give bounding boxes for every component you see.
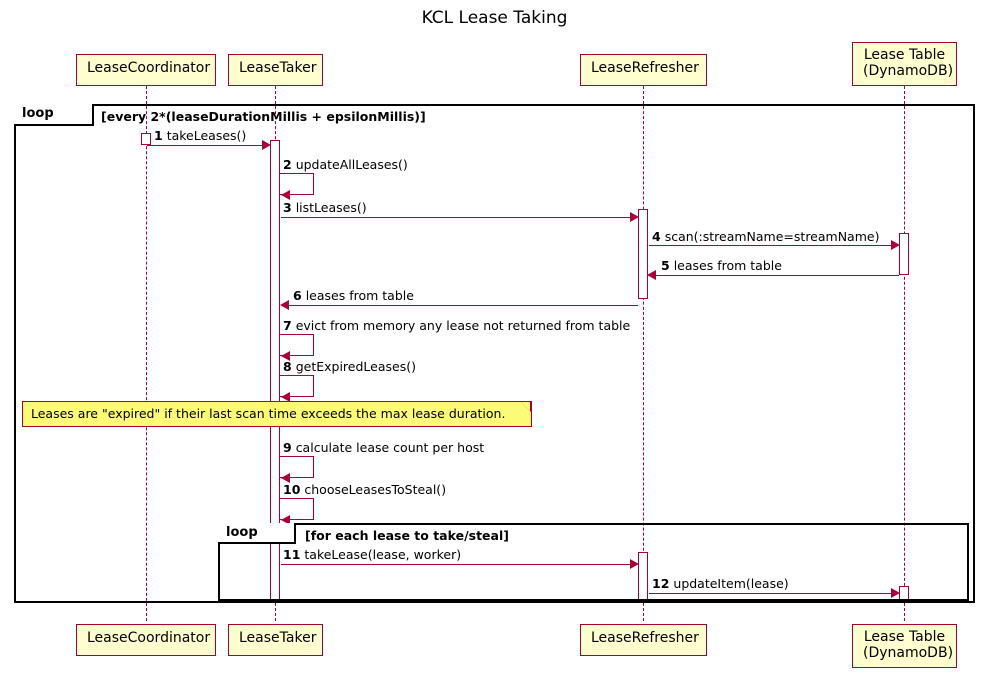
message-9-text: calculate lease count per host <box>295 440 485 455</box>
message-10-number: 10 <box>283 482 301 497</box>
arrow-11-line <box>281 564 632 565</box>
message-5-number: 5 <box>661 258 670 273</box>
participant-label-taker: LeaseTaker <box>239 60 317 76</box>
message-11-text: takeLease(lease, worker) <box>304 547 462 562</box>
message-8 <box>283 359 416 374</box>
message-3-text: listLeases() <box>295 200 367 215</box>
message-7-number: 7 <box>283 318 292 333</box>
message-8-number: 8 <box>283 359 292 374</box>
message-12-text: updateItem(lease) <box>673 576 789 591</box>
note-expired-leases-text: Leases are "expired" if their last scan time exceeds the max lease duration. <box>31 406 506 421</box>
note-expired-leases <box>22 401 532 427</box>
message-2 <box>283 157 408 172</box>
message-10 <box>283 482 446 497</box>
message-8-text: getExpiredLeases() <box>295 359 416 374</box>
participant-box-refresher-bottom[interactable] <box>580 624 707 656</box>
participant-box-coordinator-top[interactable] <box>76 54 216 86</box>
arrow-2-head <box>281 190 290 200</box>
message-9 <box>283 440 484 455</box>
participant-label-table-bottom-line1: Lease Table <box>863 629 946 645</box>
message-4-number: 4 <box>652 229 661 244</box>
message-10-text: chooseLeasesToSteal() <box>304 482 447 497</box>
arrow-11-head <box>630 559 639 569</box>
participant-box-taker-top[interactable] <box>228 54 323 86</box>
arrow-6-head <box>280 300 289 310</box>
message-6-number: 6 <box>293 288 302 303</box>
arrow-5-line <box>655 275 899 276</box>
message-9-number: 9 <box>283 440 292 455</box>
arrow-4-head <box>891 240 900 250</box>
frame-outer-loop-keyword: loop <box>14 104 94 126</box>
participant-box-taker-bottom[interactable] <box>228 624 323 656</box>
message-1 <box>154 128 246 143</box>
arrow-3-head <box>630 212 639 222</box>
note-fold-inner-icon <box>521 402 530 411</box>
participant-label-coordinator-bottom: LeaseCoordinator <box>87 630 211 646</box>
message-4-text: scan(:streamName=streamName) <box>664 229 880 244</box>
message-12-number: 12 <box>652 576 670 591</box>
arrow-12-head <box>891 588 900 598</box>
frame-inner-loop-keyword: loop <box>218 523 296 544</box>
activation-table-1 <box>899 233 909 275</box>
arrow-5-head <box>647 270 656 280</box>
participant-label-table-line1: Lease Table <box>863 47 946 63</box>
activation-coordinator <box>141 133 151 145</box>
participant-label-taker-bottom: LeaseTaker <box>239 630 317 646</box>
message-12 <box>652 576 789 591</box>
message-1-number: 1 <box>154 128 163 143</box>
participant-label-refresher-bottom: LeaseRefresher <box>591 630 699 646</box>
message-4 <box>652 229 879 244</box>
message-5 <box>661 258 782 273</box>
arrow-6-line <box>288 305 638 306</box>
arrow-3-line <box>281 217 632 218</box>
diagram-title: KCL Lease Taking <box>421 8 568 28</box>
message-1-text: takeLeases() <box>166 128 247 143</box>
participant-box-table-top[interactable] <box>852 42 957 86</box>
arrow-1-head <box>262 140 271 150</box>
participant-box-table-bottom[interactable] <box>852 624 957 668</box>
participant-box-refresher-top[interactable] <box>580 54 707 86</box>
message-6 <box>293 288 414 303</box>
frame-inner-loop-label: [for each lease to take/steal] <box>305 528 509 543</box>
participant-label-table-line2: (DynamoDB) <box>863 63 954 80</box>
frame-outer-loop-label: [every 2*(leaseDurationMillis + epsilonMillis)] <box>101 109 426 124</box>
message-2-number: 2 <box>283 157 292 172</box>
arrow-4-line <box>649 245 893 246</box>
message-11 <box>283 547 461 562</box>
message-6-text: leases from table <box>305 288 414 303</box>
message-11-number: 11 <box>283 547 301 562</box>
message-7 <box>283 318 630 333</box>
message-2-text: updateAllLeases() <box>295 157 408 172</box>
arrow-1-line <box>147 145 264 146</box>
message-3-number: 3 <box>283 200 292 215</box>
participant-label-coordinator: LeaseCoordinator <box>87 60 211 76</box>
activation-refresher-1 <box>638 209 648 299</box>
participant-box-coordinator-bottom[interactable] <box>76 624 216 656</box>
participant-label-refresher: LeaseRefresher <box>591 60 699 76</box>
message-3 <box>283 200 367 215</box>
participant-label-table-bottom-line2: (DynamoDB) <box>863 645 954 662</box>
message-7-text: evict from memory any lease not returned from table <box>295 318 631 333</box>
message-5-text: leases from table <box>673 258 782 273</box>
arrow-12-line <box>649 593 893 594</box>
